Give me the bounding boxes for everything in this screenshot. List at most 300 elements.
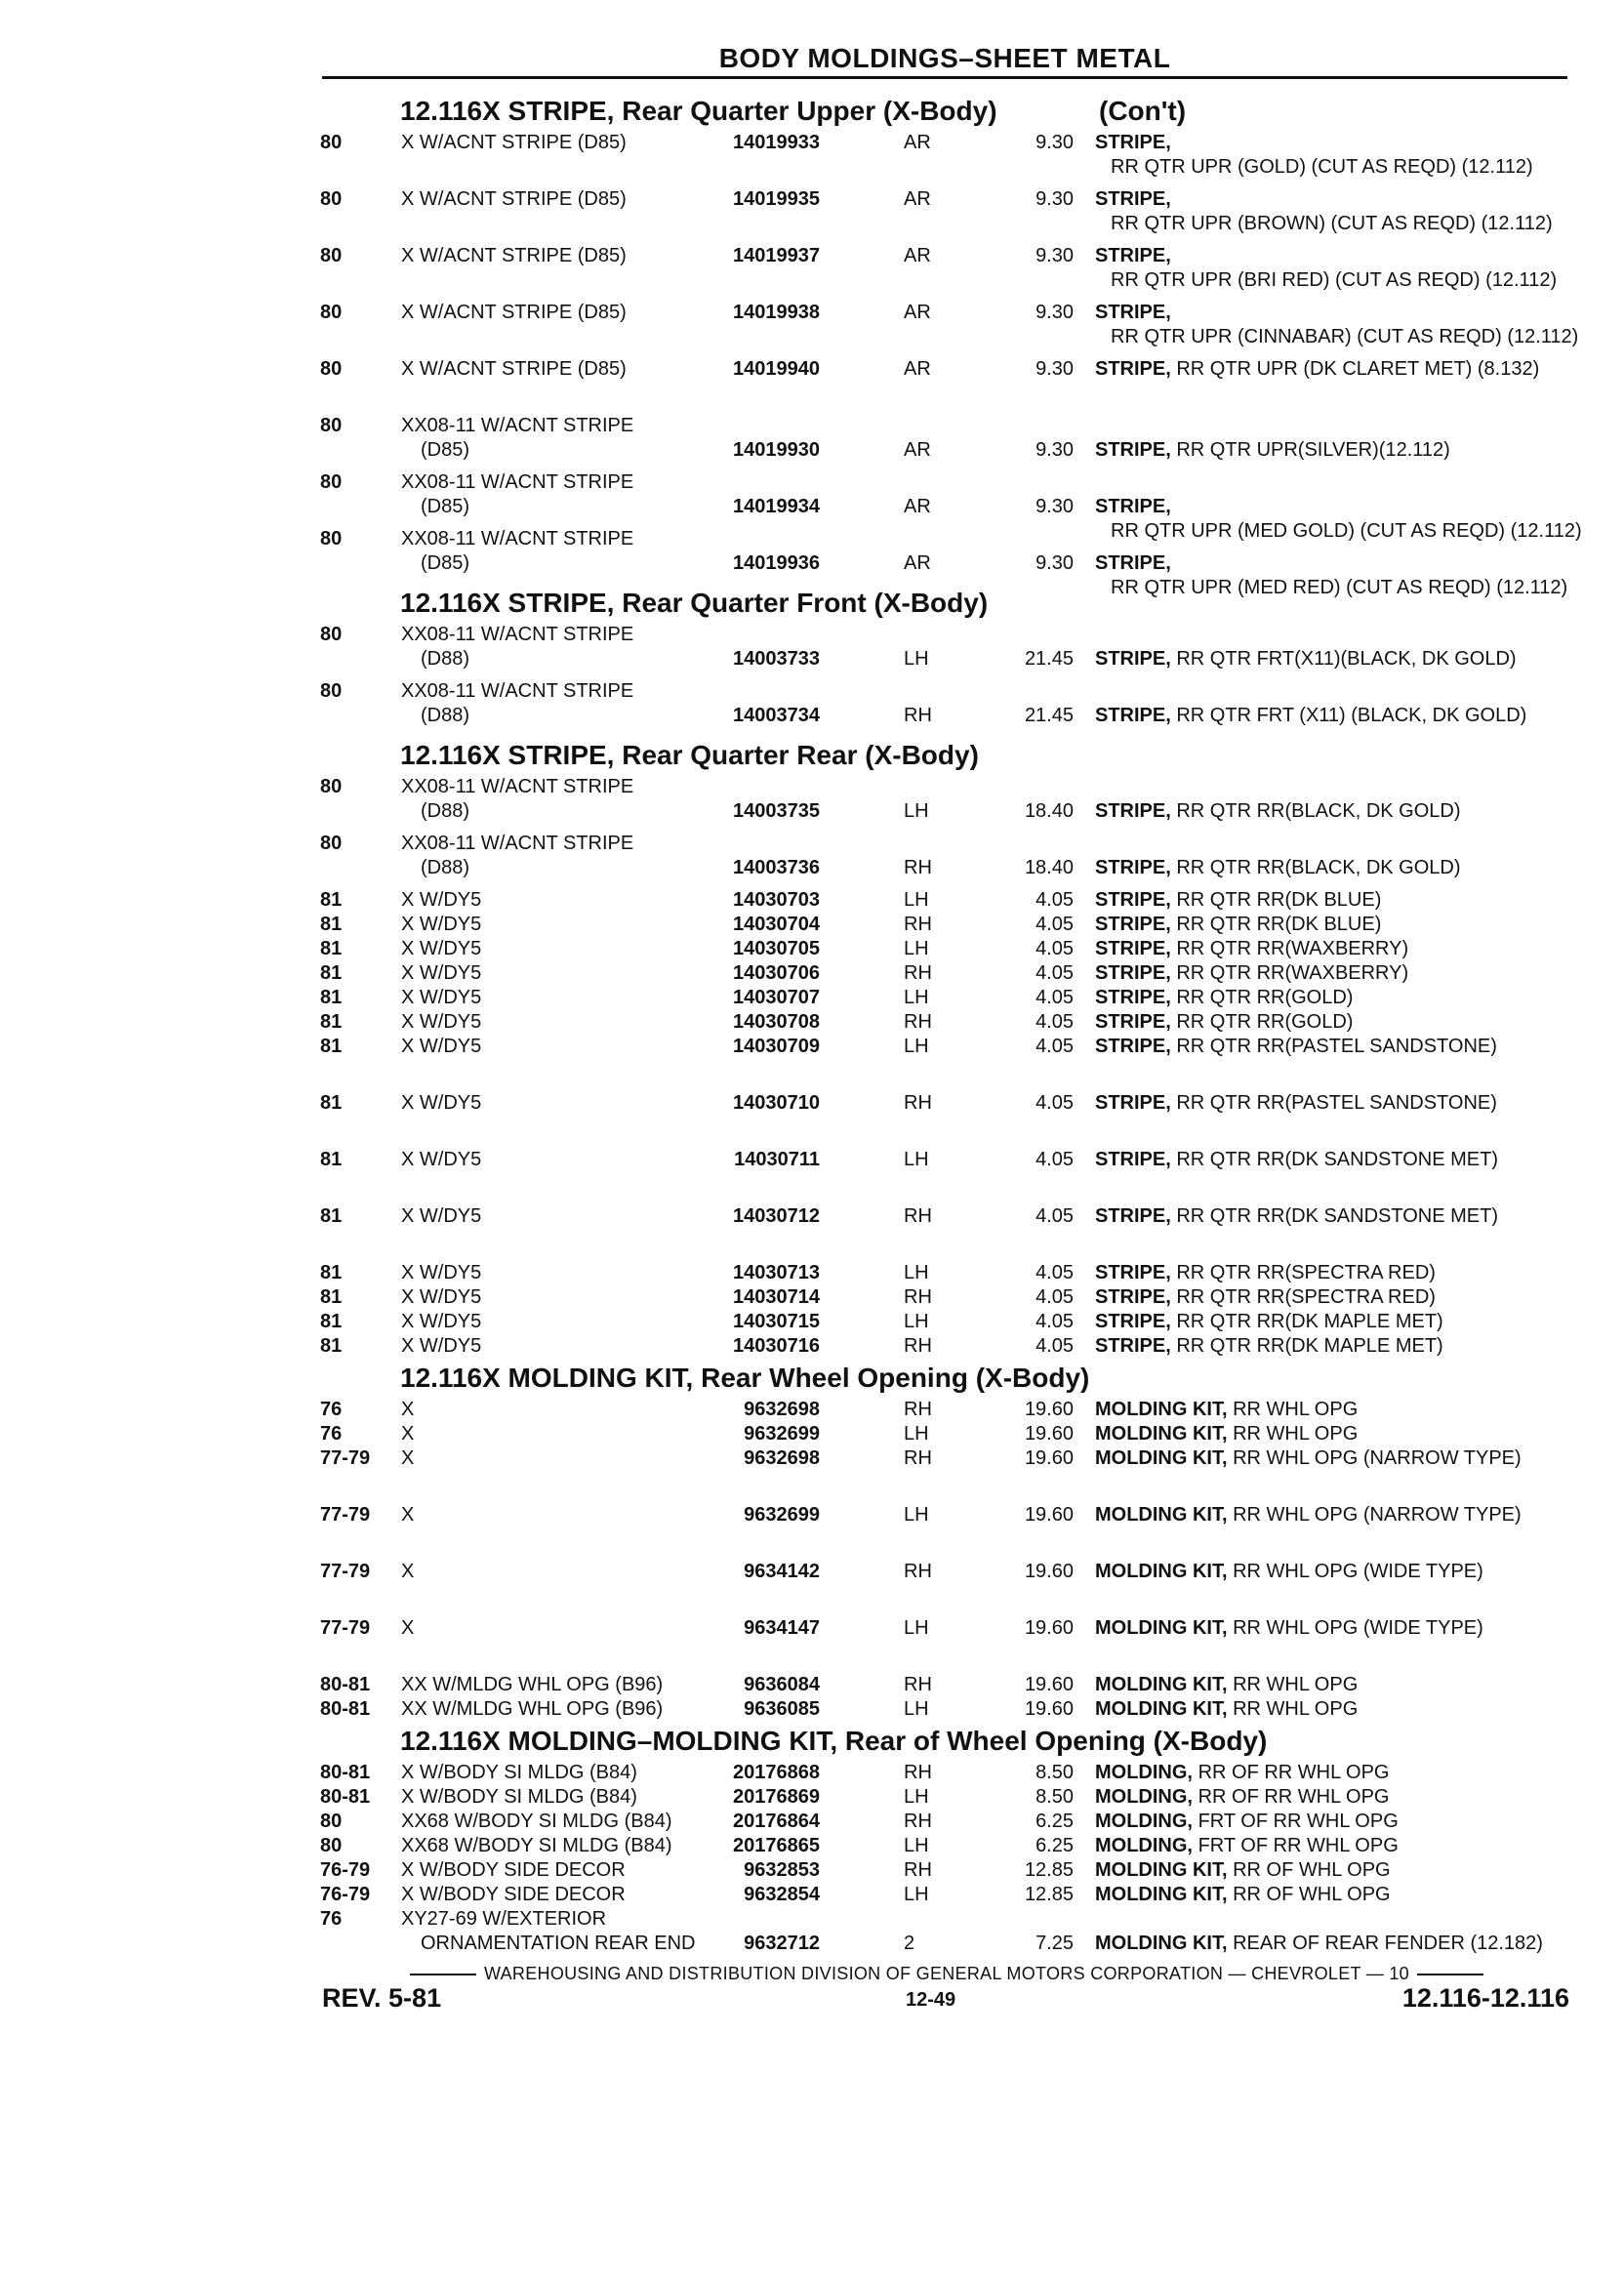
side-code: RH <box>904 1011 932 1033</box>
part-description <box>1095 799 1583 824</box>
part-detail: RR QTR RR(GOLD) <box>1176 1011 1354 1033</box>
part-detail: RR QTR UPR (GOLD) (CUT AS REQD) (12.112) <box>1111 156 1533 178</box>
model-years: 76-79 <box>320 1859 371 1881</box>
part-name: STRIPE, <box>1095 1092 1171 1114</box>
list-price: 9.30 <box>1035 496 1074 517</box>
part-description <box>1095 1446 1583 1471</box>
parts-entry <box>318 1616 1577 1673</box>
part-detail: RR WHL OPG <box>1233 1674 1359 1695</box>
part-number: 14003735 <box>733 800 820 822</box>
part-description <box>1095 1810 1583 1834</box>
part-description <box>1095 647 1583 672</box>
parts-entry <box>318 679 1577 736</box>
model-years: 81 <box>320 1262 343 1283</box>
part-name: STRIPE, <box>1095 1036 1171 1057</box>
section-title-text: 12.116X MOLDING KIT, Rear Wheel Opening (X-Body) <box>400 1363 1090 1393</box>
side-code: RH <box>904 914 932 935</box>
model-years: 80 <box>320 302 343 323</box>
part-description <box>1095 1761 1583 1785</box>
side-code: LH <box>904 889 929 911</box>
part-name: STRIPE, <box>1095 1262 1171 1283</box>
parts-entry <box>318 1858 1577 1883</box>
list-price: 4.05 <box>1035 914 1074 935</box>
part-detail: RR OF WHL OPG <box>1233 1884 1391 1905</box>
side-code: LH <box>904 1835 929 1856</box>
part-detail: RR QTR RR(WAXBERRY) <box>1176 962 1409 984</box>
parts-entry <box>318 961 1577 986</box>
part-detail: RR OF RR WHL OPG <box>1198 1762 1390 1783</box>
list-price: 4.05 <box>1035 987 1074 1008</box>
part-description <box>1095 1697 1583 1722</box>
model-years: 80-81 <box>320 1786 371 1808</box>
part-detail: RR WHL OPG (NARROW TYPE) <box>1233 1447 1522 1469</box>
parts-entry <box>318 888 1577 913</box>
part-detail: RR WHL OPG <box>1233 1423 1359 1445</box>
side-code: LH <box>904 800 929 822</box>
model-description: X W/BODY SI MLDG (B84) <box>401 1786 637 1808</box>
part-description <box>1095 937 1583 961</box>
side-code: AR <box>904 302 931 323</box>
side-code: LH <box>904 1149 929 1170</box>
side-code: RH <box>904 1674 932 1695</box>
model-years: 80 <box>320 624 343 645</box>
list-price: 9.30 <box>1035 188 1074 210</box>
parts-entry <box>318 1503 1577 1560</box>
part-number: 14030716 <box>733 1335 820 1357</box>
continued-label: (Con't) <box>1099 96 1187 126</box>
part-name: STRIPE, <box>1095 987 1171 1008</box>
part-detail: RR QTR RR(PASTEL SANDSTONE) <box>1176 1036 1497 1057</box>
part-number: 9632699 <box>744 1504 820 1526</box>
part-name: MOLDING KIT, <box>1095 1859 1228 1881</box>
part-description <box>1095 1785 1583 1810</box>
part-description <box>1095 1673 1583 1697</box>
parts-entry <box>318 527 1577 598</box>
list-price: 4.05 <box>1035 1286 1074 1308</box>
part-name: STRIPE, <box>1095 132 1171 153</box>
part-number: 14030712 <box>733 1205 820 1227</box>
side-code: LH <box>904 1698 929 1720</box>
parts-entry <box>318 1091 1577 1148</box>
model-years: 80-81 <box>320 1762 371 1783</box>
model-description: (D85) <box>421 439 470 461</box>
side-code: RH <box>904 1205 932 1227</box>
parts-entry <box>318 470 1582 542</box>
section-title-text: 12.116X STRIPE, Rear Quarter Front (X-Body) <box>400 588 989 618</box>
model-description: X <box>401 1504 415 1526</box>
part-name: STRIPE, <box>1095 800 1171 822</box>
list-price: 4.05 <box>1035 889 1074 911</box>
section-title-text: 12.116X MOLDING–MOLDING KIT, Rear of Wheel Opening (X-Body) <box>400 1726 1268 1756</box>
part-name: MOLDING KIT, <box>1095 1884 1228 1905</box>
side-code: RH <box>904 1399 932 1420</box>
footer-publisher <box>322 1964 1571 1984</box>
list-price: 19.60 <box>1024 1698 1074 1720</box>
model-description: XX08-11 W/ACNT STRIPE <box>401 471 634 493</box>
part-name: STRIPE, <box>1095 552 1171 574</box>
part-number: 20176864 <box>733 1811 820 1832</box>
side-code: LH <box>904 1311 929 1332</box>
part-description <box>1095 357 1583 382</box>
list-price: 19.60 <box>1024 1399 1074 1420</box>
model-description: XX68 W/BODY SI MLDG (B84) <box>401 1835 672 1856</box>
part-description <box>1095 913 1583 937</box>
section-title <box>318 736 1577 775</box>
part-detail: RR QTR RR(DK BLUE) <box>1176 914 1382 935</box>
part-name: MOLDING KIT, <box>1095 1504 1228 1526</box>
part-name: MOLDING KIT, <box>1095 1423 1228 1445</box>
part-name: MOLDING KIT, <box>1095 1561 1228 1582</box>
side-code: LH <box>904 1423 929 1445</box>
part-description <box>1095 438 1583 463</box>
part-detail: RR WHL OPG <box>1233 1698 1359 1720</box>
parts-entry <box>318 131 1577 187</box>
model-years: 77-79 <box>320 1617 371 1639</box>
model-years: 77-79 <box>320 1447 371 1469</box>
parts-entry <box>318 775 1577 832</box>
part-name: STRIPE, <box>1095 439 1171 461</box>
model-years: 80 <box>320 776 343 797</box>
model-years: 81 <box>320 1205 343 1227</box>
part-detail: RR QTR RR(BLACK, DK GOLD) <box>1176 800 1461 822</box>
part-description <box>1095 1204 1583 1229</box>
side-code: LH <box>904 1617 929 1639</box>
side-code: RH <box>904 1447 932 1469</box>
list-price: 8.50 <box>1035 1762 1074 1783</box>
list-price: 9.30 <box>1035 552 1074 574</box>
part-detail: RR QTR RR(DK SANDSTONE MET) <box>1176 1205 1498 1227</box>
part-number: 14003736 <box>733 857 820 878</box>
list-price: 19.60 <box>1024 1674 1074 1695</box>
footer-rule-right <box>1417 1974 1483 1975</box>
section-title <box>318 1722 1577 1761</box>
part-description <box>1095 1310 1583 1334</box>
part-number: 14019937 <box>733 245 820 266</box>
model-years: 80 <box>320 188 343 210</box>
section-title <box>318 1359 1577 1398</box>
part-name: STRIPE, <box>1095 188 1171 210</box>
model-years: 76-79 <box>320 1884 371 1905</box>
parts-entry <box>318 1834 1577 1858</box>
model-description: X W/BODY SIDE DECOR <box>401 1884 626 1905</box>
running-head: BODY MOLDINGS–SHEET METAL <box>718 43 1171 73</box>
side-code: LH <box>904 1504 929 1526</box>
list-price: 4.05 <box>1035 938 1074 959</box>
part-detail: RR QTR FRT(X11)(BLACK, DK GOLD) <box>1176 648 1517 670</box>
list-price: 19.60 <box>1024 1617 1074 1639</box>
part-description <box>1095 1010 1583 1035</box>
model-description: XX08-11 W/ACNT STRIPE <box>401 624 634 645</box>
model-description: (D88) <box>421 648 470 670</box>
list-price: 4.05 <box>1035 1092 1074 1114</box>
part-detail: RR QTR UPR (MED RED) (CUT AS REQD) (12.112) <box>1111 577 1568 598</box>
part-number: 14030704 <box>733 914 820 935</box>
part-description <box>1095 1035 1583 1059</box>
parts-entry <box>318 623 1577 679</box>
part-name: STRIPE, <box>1095 705 1171 726</box>
part-description <box>1095 1285 1583 1310</box>
model-years: 81 <box>320 1092 343 1114</box>
model-years: 80 <box>320 245 343 266</box>
model-years: 81 <box>320 914 343 935</box>
part-detail: RR QTR RR(DK MAPLE MET) <box>1176 1335 1443 1357</box>
part-number: 9632712 <box>744 1933 820 1954</box>
list-price: 19.60 <box>1024 1504 1074 1526</box>
model-years: 81 <box>320 889 343 911</box>
model-description: X W/DY5 <box>401 1092 482 1114</box>
part-number: 20176865 <box>733 1835 820 1856</box>
parts-entry <box>318 1697 1577 1722</box>
side-code: AR <box>904 496 931 517</box>
part-number: 14030705 <box>733 938 820 959</box>
part-description <box>1095 301 1583 349</box>
part-name: MOLDING, <box>1095 1811 1193 1832</box>
side-code: RH <box>904 1859 932 1881</box>
side-code: AR <box>904 358 931 380</box>
parts-entry <box>318 1560 1577 1616</box>
part-number: 14019933 <box>733 132 820 153</box>
part-description <box>1095 986 1583 1010</box>
model-years: 80 <box>320 471 343 493</box>
side-code: LH <box>904 648 929 670</box>
part-detail: RR WHL OPG (WIDE TYPE) <box>1233 1617 1483 1639</box>
side-code: RH <box>904 857 932 878</box>
side-code: AR <box>904 552 931 574</box>
side-code: AR <box>904 188 931 210</box>
model-years: 77-79 <box>320 1561 371 1582</box>
parts-entry <box>318 1907 1577 1964</box>
model-description: (D88) <box>421 705 470 726</box>
part-detail: REAR OF REAR FENDER (12.182) <box>1233 1933 1543 1954</box>
part-number: 14030706 <box>733 962 820 984</box>
model-description: X W/DY5 <box>401 1286 482 1308</box>
parts-entry <box>318 832 1577 888</box>
model-description: XX08-11 W/ACNT STRIPE <box>401 528 634 550</box>
part-detail: RR OF RR WHL OPG <box>1198 1786 1390 1808</box>
model-description: X W/DY5 <box>401 1262 482 1283</box>
part-detail: RR QTR RR(DK MAPLE MET) <box>1176 1311 1443 1332</box>
part-description <box>1095 1560 1583 1584</box>
parts-entry <box>318 1261 1577 1285</box>
model-description: X <box>401 1423 415 1445</box>
part-name: STRIPE, <box>1095 496 1171 517</box>
part-description <box>1095 1422 1583 1446</box>
part-description <box>1095 187 1583 236</box>
part-detail: RR QTR UPR(SILVER)(12.112) <box>1176 439 1450 461</box>
part-detail: RR QTR RR(SPECTRA RED) <box>1176 1286 1436 1308</box>
model-description: ORNAMENTATION REAR END <box>421 1933 696 1954</box>
side-code: RH <box>904 1335 932 1357</box>
part-number: 14030709 <box>733 1036 820 1057</box>
parts-entry <box>318 1010 1577 1035</box>
parts-entry <box>318 357 1577 414</box>
part-description <box>1095 1261 1583 1285</box>
list-price: 7.25 <box>1035 1933 1074 1954</box>
group-range: 12.116-12.116 <box>1401 1983 1569 2013</box>
part-number: 14030707 <box>733 987 820 1008</box>
part-name: STRIPE, <box>1095 1335 1171 1357</box>
part-name: MOLDING KIT, <box>1095 1674 1228 1695</box>
part-detail: RR QTR RR(WAXBERRY) <box>1176 938 1409 959</box>
list-price: 9.30 <box>1035 302 1074 323</box>
model-description: X W/DY5 <box>401 987 482 1008</box>
parts-entry <box>318 301 1577 357</box>
list-price: 4.05 <box>1035 1149 1074 1170</box>
part-description <box>1095 1334 1583 1359</box>
list-price: 4.05 <box>1035 1262 1074 1283</box>
model-years: 81 <box>320 962 343 984</box>
list-price: 12.85 <box>1024 1859 1074 1881</box>
model-years: 81 <box>320 1011 343 1033</box>
model-years: 80-81 <box>320 1674 371 1695</box>
parts-listing <box>318 92 1582 1964</box>
part-detail: RR WHL OPG (NARROW TYPE) <box>1233 1504 1522 1526</box>
part-detail: FRT OF RR WHL OPG <box>1198 1835 1399 1856</box>
list-price: 4.05 <box>1035 1011 1074 1033</box>
part-name: STRIPE, <box>1095 889 1171 911</box>
model-description: X <box>401 1617 415 1639</box>
model-description: X <box>401 1447 415 1469</box>
part-name: MOLDING KIT, <box>1095 1698 1228 1720</box>
list-price: 12.85 <box>1024 1884 1074 1905</box>
part-name: STRIPE, <box>1095 938 1171 959</box>
model-description: X <box>401 1399 415 1420</box>
model-description: X W/DY5 <box>401 1011 482 1033</box>
parts-entry <box>318 1398 1577 1422</box>
model-years: 81 <box>320 1286 343 1308</box>
model-description: (D85) <box>421 496 470 517</box>
list-price: 6.25 <box>1035 1811 1074 1832</box>
list-price: 9.30 <box>1035 439 1074 461</box>
part-detail: RR QTR FRT (X11) (BLACK, DK GOLD) <box>1176 705 1527 726</box>
parts-entry <box>318 414 1577 470</box>
side-code: LH <box>904 1262 929 1283</box>
model-description: XX68 W/BODY SI MLDG (B84) <box>401 1811 672 1832</box>
parts-entry <box>318 913 1577 937</box>
side-code: LH <box>904 938 929 959</box>
model-description: (D88) <box>421 800 470 822</box>
part-number: 14019938 <box>733 302 820 323</box>
part-number: 9632854 <box>744 1884 820 1905</box>
part-description <box>1095 1503 1583 1527</box>
part-detail: RR QTR UPR (BRI RED) (CUT AS REQD) (12.112) <box>1111 269 1558 291</box>
list-price: 4.05 <box>1035 1311 1074 1332</box>
side-code: AR <box>904 245 931 266</box>
parts-entry <box>318 1446 1577 1503</box>
footer-publisher-text: WAREHOUSING AND DISTRIBUTION DIVISION OF GENERAL MOTORS CORPORATION — CHEVROLET — 10 <box>484 1964 1409 1983</box>
part-number: 14030713 <box>733 1262 820 1283</box>
part-description <box>1095 856 1583 880</box>
part-name: STRIPE, <box>1095 245 1171 266</box>
model-description: XX08-11 W/ACNT STRIPE <box>401 776 634 797</box>
model-description: X W/DY5 <box>401 1205 482 1227</box>
part-name: MOLDING, <box>1095 1762 1193 1783</box>
part-description <box>1095 1932 1583 1956</box>
side-code: RH <box>904 1286 932 1308</box>
model-description: X <box>401 1561 415 1582</box>
part-description <box>1095 1398 1583 1422</box>
part-number: 14019935 <box>733 188 820 210</box>
model-years: 80 <box>320 680 343 702</box>
side-code: 2 <box>904 1933 915 1954</box>
part-number: 9632699 <box>744 1423 820 1445</box>
model-years: 80 <box>320 132 343 153</box>
parts-entry <box>318 1035 1577 1091</box>
part-number: 14030715 <box>733 1311 820 1332</box>
model-years: 76 <box>320 1423 343 1445</box>
parts-entry <box>318 986 1577 1010</box>
part-detail: RR QTR RR(PASTEL SANDSTONE) <box>1176 1092 1497 1114</box>
parts-entry <box>318 1310 1577 1334</box>
part-detail: RR QTR UPR (CINNABAR) (CUT AS REQD) (12.112) <box>1111 326 1579 347</box>
part-name: MOLDING KIT, <box>1095 1399 1228 1420</box>
side-code: RH <box>904 962 932 984</box>
section-title-text: 12.116X STRIPE, Rear Quarter Upper (X-Body) <box>400 96 997 126</box>
side-code: RH <box>904 1762 932 1783</box>
section-title <box>318 584 1577 623</box>
parts-entry <box>318 244 1577 301</box>
part-detail: RR QTR RR(DK BLUE) <box>1176 889 1382 911</box>
parts-entry <box>318 1204 1577 1261</box>
part-description <box>1095 1883 1583 1907</box>
part-detail: RR QTR UPR (BROWN) (CUT AS REQD) (12.112) <box>1111 213 1553 234</box>
model-years: 80 <box>320 1835 343 1856</box>
part-number: 9632853 <box>744 1859 820 1881</box>
model-description: X W/DY5 <box>401 1149 482 1170</box>
part-detail: RR QTR UPR (MED GOLD) (CUT AS REQD) (12.112) <box>1111 520 1582 542</box>
list-price: 18.40 <box>1024 800 1074 822</box>
model-years: 76 <box>320 1399 343 1420</box>
model-description: XX08-11 W/ACNT STRIPE <box>401 680 634 702</box>
part-detail: RR QTR RR(BLACK, DK GOLD) <box>1176 857 1461 878</box>
part-number: 14019934 <box>733 496 820 517</box>
list-price: 18.40 <box>1024 857 1074 878</box>
parts-entry <box>318 187 1577 244</box>
list-price: 19.60 <box>1024 1447 1074 1469</box>
part-description <box>1095 1091 1583 1116</box>
part-detail: RR OF WHL OPG <box>1233 1859 1391 1881</box>
side-code: LH <box>904 1884 929 1905</box>
part-name: STRIPE, <box>1095 914 1171 935</box>
part-number: 9636084 <box>744 1674 820 1695</box>
list-price: 8.50 <box>1035 1786 1074 1808</box>
parts-entry <box>318 1810 1577 1834</box>
model-description: (D85) <box>421 552 470 574</box>
model-description: XY27-69 W/EXTERIOR <box>401 1908 607 1930</box>
model-years: 80 <box>320 358 343 380</box>
model-description: X W/ACNT STRIPE (D85) <box>401 245 627 266</box>
model-years: 80-81 <box>320 1698 371 1720</box>
part-number: 14030711 <box>734 1149 820 1170</box>
model-description: X W/DY5 <box>401 1036 482 1057</box>
part-number: 9632698 <box>744 1447 820 1469</box>
section-title-text: 12.116X STRIPE, Rear Quarter Rear (X-Body) <box>400 740 979 770</box>
part-number: 20176869 <box>733 1786 820 1808</box>
part-detail: RR QTR UPR (DK CLARET MET) (8.132) <box>1176 358 1540 380</box>
model-years: 81 <box>320 1036 343 1057</box>
part-name: STRIPE, <box>1095 302 1171 323</box>
model-description: X W/ACNT STRIPE (D85) <box>401 132 627 153</box>
model-years: 81 <box>320 1335 343 1357</box>
section-title <box>318 92 1577 131</box>
model-description: X W/BODY SI MLDG (B84) <box>401 1762 637 1783</box>
part-name: MOLDING, <box>1095 1786 1193 1808</box>
part-description <box>1095 1148 1583 1172</box>
model-years: 81 <box>320 1311 343 1332</box>
page-number: 12-49 <box>906 1989 956 2011</box>
parts-entry <box>318 1422 1577 1446</box>
model-description: X W/BODY SIDE DECOR <box>401 1859 626 1881</box>
